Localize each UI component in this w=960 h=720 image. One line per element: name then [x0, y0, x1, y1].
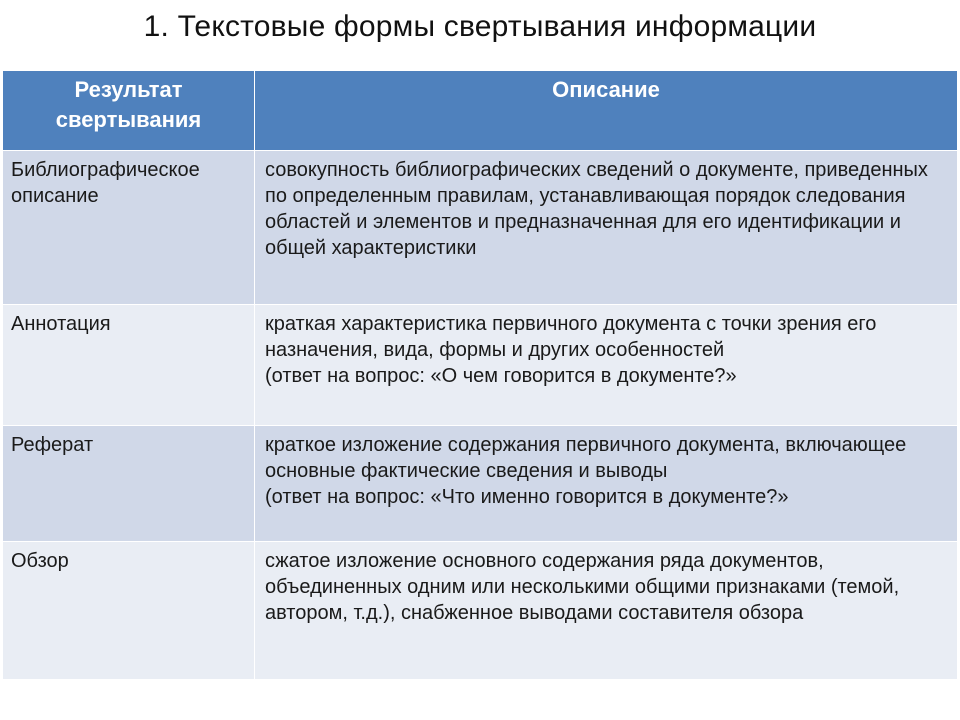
- table-header-row: [3, 71, 958, 151]
- table-row: [3, 542, 958, 680]
- description-text: сжатое изложение основного содержания ряда документов, объединенных одним или несколькими общими признаками (темой, автором, т.д.), снабженное выводами составителя обзора: [265, 550, 900, 624]
- description-note: (ответ на вопрос: «О чем говорится в документе?»: [265, 365, 737, 387]
- description-note: (ответ на вопрос: «Что именно говорится в документе?»: [265, 486, 789, 508]
- description-text: краткая характеристика первичного документа с точки зрения его назначения, вида, формы и других особенностей: [265, 313, 877, 361]
- description-cell: [255, 542, 958, 680]
- table-row: [3, 305, 958, 426]
- term-cell: Обзор: [3, 542, 255, 680]
- page-title: 1. Текстовые формы свертывания информации: [143, 10, 817, 43]
- table-row: [3, 426, 958, 542]
- description-text: краткое изложение содержания первичного документа, включающее основные фактические сведения и выводы: [265, 434, 907, 482]
- column-header-result: Результат свертывания: [3, 71, 255, 151]
- description-cell: [255, 151, 958, 305]
- description-cell: [255, 305, 958, 426]
- column-header-description: Описание: [255, 71, 958, 151]
- term-cell: Реферат: [3, 426, 255, 542]
- info-table: [2, 70, 958, 680]
- table-row: [3, 151, 958, 305]
- term-cell: Библиографическое описание: [3, 151, 255, 305]
- term-cell: Аннотация: [3, 305, 255, 426]
- description-text: совокупность библиографических сведений о документе, приведенных по определенным правилам, устанавливающая порядок следования областей и элементов и предназначенная для его идентификации и общей характеристики: [265, 159, 928, 259]
- description-cell: [255, 426, 958, 542]
